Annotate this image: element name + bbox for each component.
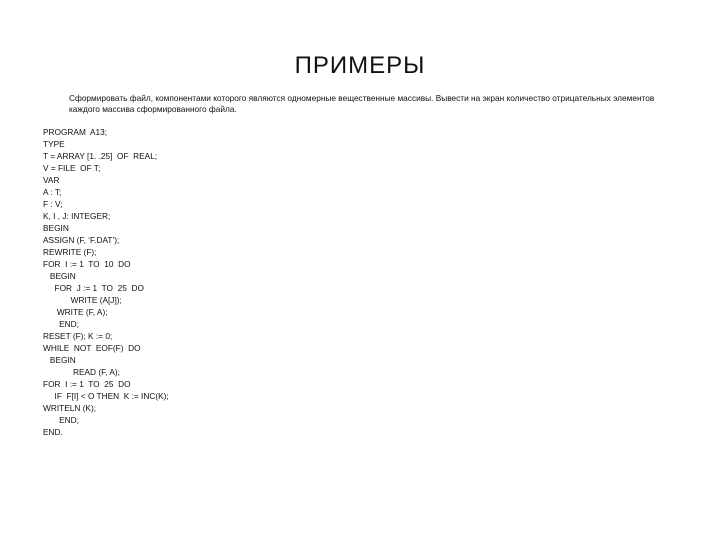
code-line: FOR I := 1 TO 25 DO (43, 379, 131, 389)
code-line: WRITE (A[J]); (43, 295, 122, 305)
code-line: RESET (F); K := 0; (43, 331, 113, 341)
code-line: WHILE NOT EOF(F) DO (43, 343, 141, 353)
code-line: WRITE (F, A); (43, 307, 108, 317)
code-line: TYPE (43, 139, 65, 149)
code-line: ASSIGN (F, ‘F.DAT’); (43, 235, 120, 245)
code-line: WRITELN (K); (43, 403, 97, 413)
code-line: BEGIN (43, 355, 76, 365)
code-line: VAR (43, 175, 60, 185)
code-line: V = FILE OF T; (43, 163, 101, 173)
code-line: A : T; (43, 187, 62, 197)
code-line: PROGRAM A13; (43, 127, 108, 137)
code-listing (43, 126, 643, 438)
code-line: T = ARRAY [1. .25] OF REAL; (43, 151, 158, 161)
code-line: END; (43, 415, 79, 425)
code-line: K, I , J: INTEGER; (43, 211, 111, 221)
code-line: REWRITE (F); (43, 247, 97, 257)
code-line: BEGIN (43, 271, 76, 281)
code-line: FOR I := 1 TO 10 DO (43, 259, 131, 269)
code-line: IF F[I] < O THEN K := INC(K); (43, 391, 169, 401)
code-line: FOR J := 1 TO 25 DO (43, 283, 144, 293)
code-line: BEGIN (43, 223, 69, 233)
code-line: END; (43, 319, 79, 329)
code-line: F : V; (43, 199, 63, 209)
task-description: Сформировать файл, компонентами которого являются одномерные вещественные массивы. Вывести на экран количество отрицательных элементов каждого массива сформированного файла. (69, 93, 655, 114)
code-line: READ (F, A); (43, 367, 120, 377)
slide-title: ПРИМЕРЫ (294, 52, 426, 79)
code-line: END. (43, 427, 63, 437)
